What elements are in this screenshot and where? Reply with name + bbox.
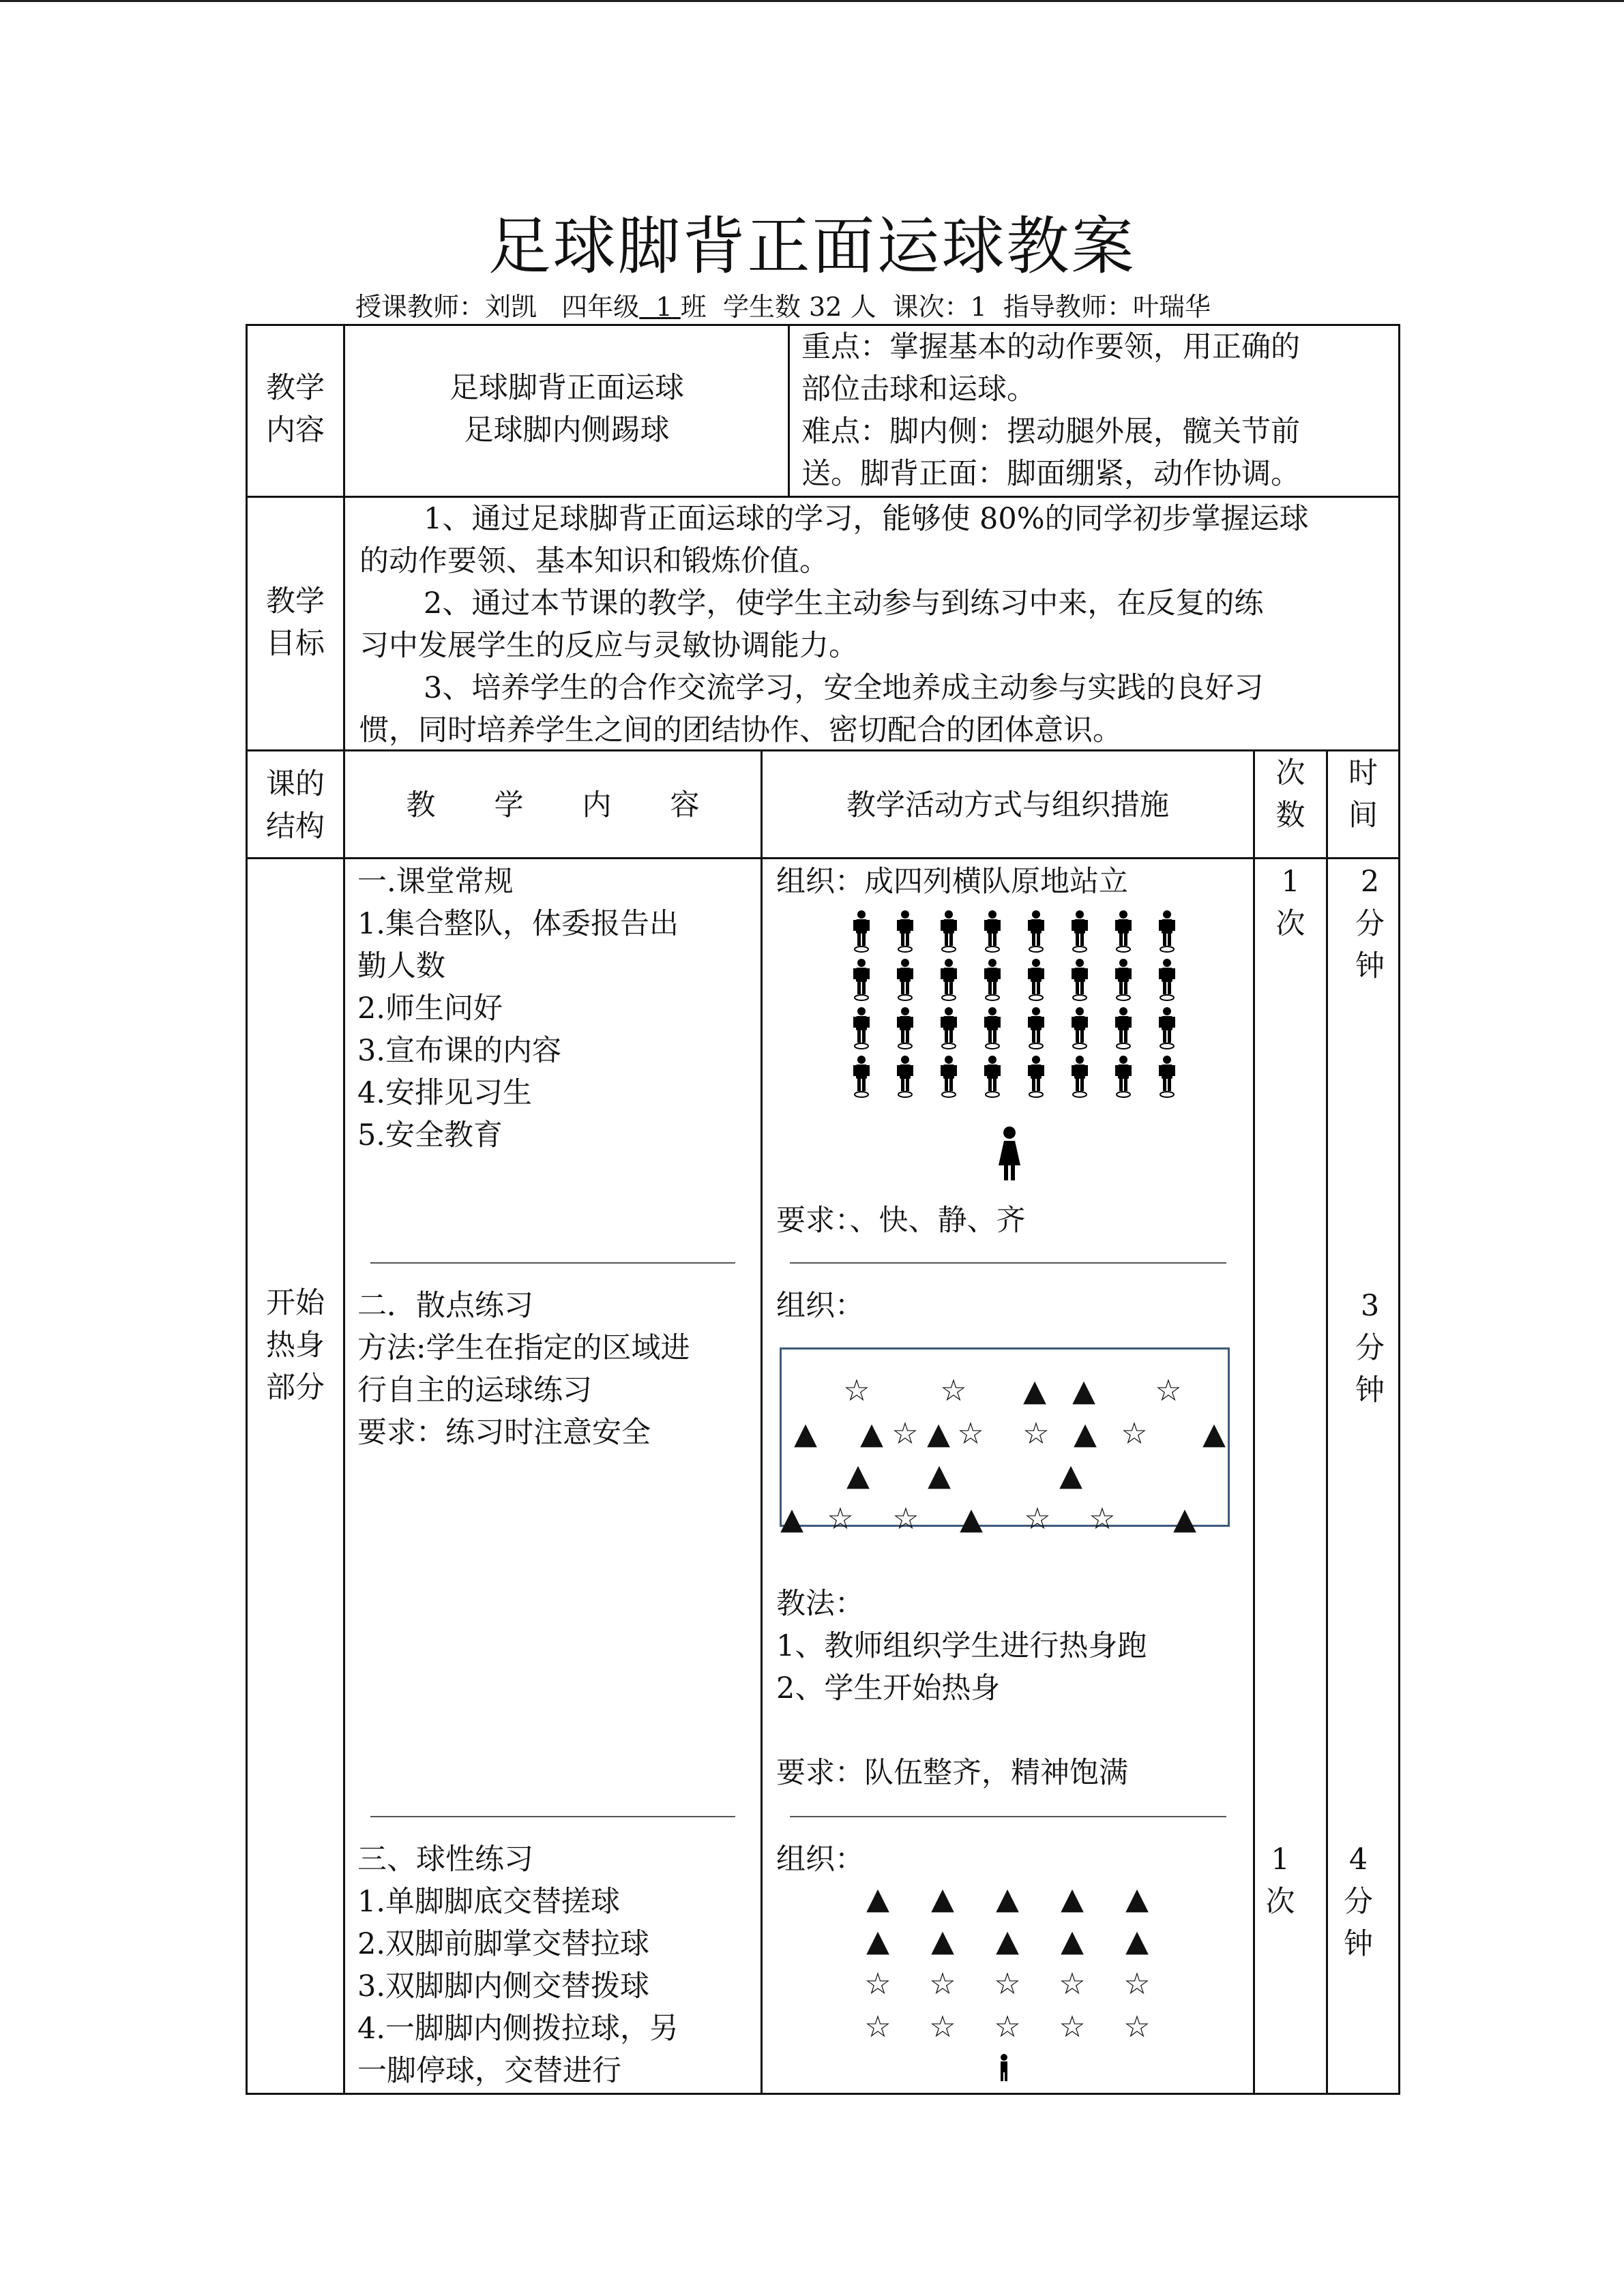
part3-content: 三、球性练习 1.单脚脚底交替搓球 2.双脚前脚掌交替拉球 3.双脚脚内侧交替拨球 4.一脚脚内侧拨拉球，另 一脚停球，交替进行 [357,1843,679,2088]
student-figure [1115,959,1132,1000]
triangle-mark: ▲ [846,1458,870,1493]
lesson-number: 课次：1 [892,292,987,322]
goals-label: 教学 目标 [266,584,325,661]
triangle-mark: ▲ [927,1416,950,1451]
star-mark: ☆ [994,1967,1021,2001]
star-mark: ☆ [1121,1416,1148,1451]
triangle-mark: ▲ [1173,1502,1196,1536]
part1-time: 2 分 钟 [1355,865,1385,983]
triangle-mark: ▲ [1125,1924,1149,1958]
student-formation [853,910,1175,1097]
student-figure [1159,910,1175,952]
teaching-goals: 1、通过足球脚背正面运球的学习，能够使 80%的同学初步掌握运球 的动作要领、基本知识和锻炼价值。 2、通过本节课的教学，使学生主动参与到练习中来，在反复的练 习中发展学生的反应与灵敏协调能力。 3、培养学生的合作交流学习，安全地养成主动参与实践的良好习 惯，同时培养学生之间的团结协作、密切配合的团体意识。 [359,502,1309,747]
student-figure [1115,1056,1132,1097]
part1-requirement: 要求：、快、静、齐 [776,1204,1026,1238]
triangle-mark: ▲ [928,1458,951,1493]
class-number: 1 [655,292,673,322]
student-figure [1159,959,1175,1000]
star-mark: ☆ [994,2010,1021,2044]
student-figure [1028,910,1044,952]
teacher-small-figure [996,2054,1012,2083]
time-header: 时 间 [1348,756,1378,833]
teacher-figure [999,1127,1020,1180]
triangle-mark: ▲ [860,1416,883,1451]
part2-requirement: 要求：队伍整齐，精神饱满 [776,1756,1128,1790]
star-mark: ☆ [957,1416,984,1451]
formation-diagram [839,910,1194,1183]
content-topics: 足球脚背正面运球 足球脚内侧踢球 [449,371,684,447]
star-mark: ☆ [891,1416,919,1451]
triangle-mark: ▲ [780,1502,803,1536]
part2-methods: 教法： 1、教师组织学生进行热身跑 2、学生开始热身 [776,1587,1147,1705]
student-figure [984,910,1001,952]
student-figure [1028,959,1044,1000]
grade: 四年级 [561,292,640,322]
student-figure [1028,1056,1044,1097]
student-figure [853,1007,870,1049]
part1-count: 1 次 [1275,865,1305,941]
triangle-mark: ▲ [960,1502,983,1536]
content-label: 教学 内容 [266,371,325,447]
triangle-mark: ▲ [1059,1458,1082,1493]
student-figure [1072,910,1088,952]
student-figure [1072,1007,1088,1049]
star-mark: ☆ [929,1967,956,2001]
part2-time: 3 分 钟 [1355,1289,1385,1407]
triangle-mark: ▲ [996,1881,1019,1916]
star-mark: ☆ [1059,2010,1086,2044]
count-header: 次 数 [1275,756,1305,833]
part2-organization: 组织： [776,1289,864,1323]
student-figure [941,1007,957,1049]
student-figure [853,959,870,1000]
star-mark: ☆ [1024,1502,1051,1536]
star-mark: ☆ [1089,1502,1116,1536]
student-figure [1159,1056,1175,1097]
key-points: 重点：掌握基本的动作要领，用正确的 部位击球和运球。 难点：脚内侧：摆动腿外展，髋关节前 送。脚背正面：脚面绷紧，动作协调。 [801,330,1300,491]
student-figure [941,1056,957,1097]
triangle-mark: ▲ [1074,1416,1097,1451]
star-mark: ☆ [864,1967,891,2001]
student-figure [941,959,957,1000]
star-mark: ☆ [843,1373,870,1408]
page-title: 足球脚背正面运球教案 [488,210,1136,283]
teacher-label: 授课教师： [355,292,486,322]
student-figure [1028,1007,1044,1049]
triangle-mark: ▲ [1061,1924,1084,1958]
student-count: 学生数 32 人 [722,292,876,322]
part1-content: 一.课堂常规 1.集合整队，体委报告出 勤人数 2.师生问好 3.宣布课的内容 4.安排见习生 5.安全教育 [357,865,679,1152]
student-figure [897,1007,913,1049]
student-figure [897,1056,913,1097]
student-figure [897,910,913,952]
star-mark: ☆ [929,2010,956,2044]
student-figure [853,910,870,952]
student-figure [897,959,913,1000]
divider [790,1816,1226,1817]
structure-header: 课的 结构 [266,767,325,844]
student-figure [984,1007,1001,1049]
triangle-mark: ▲ [866,1881,889,1916]
star-mark: ☆ [1123,2010,1151,2044]
star-mark: ☆ [1022,1416,1050,1451]
class-suffix: 班 [680,292,707,322]
part3-organization: 组织： [776,1843,864,1877]
student-figure [1159,1007,1175,1049]
triangle-mark: ▲ [996,1924,1019,1958]
triangle-mark: ▲ [1072,1373,1095,1408]
part3-time: 4 分 钟 [1344,1843,1373,1961]
divider [790,1262,1226,1264]
student-figure [1072,959,1088,1000]
divider [370,1816,735,1817]
star-mark: ☆ [940,1373,967,1408]
part2-content: 二．散点练习 方法:学生在指定的区域进 行自主的运球练习 要求：练习时注意安全 [357,1289,690,1450]
star-mark: ☆ [864,2010,891,2044]
star-mark: ☆ [1155,1373,1182,1408]
triangle-mark: ▲ [1023,1373,1046,1408]
triangle-mark: ▲ [866,1924,889,1958]
triangle-mark: ▲ [931,1881,954,1916]
triangle-mark: ▲ [1125,1881,1149,1916]
section-label: 开始 热身 部分 [266,1286,325,1405]
star-mark: ☆ [1123,1967,1151,2001]
content-header: 教 学 内 容 [406,788,700,822]
page-top-border [0,0,1624,2]
triangle-mark: ▲ [1061,1881,1084,1916]
star-mark: ☆ [1059,1967,1086,2001]
methods-header: 教学活动方式与组织措施 [846,788,1169,822]
part3-count: 1 次 [1265,1843,1295,1919]
advisor: 指导教师：叶瑞华 [1003,292,1211,322]
teacher-name: 刘凯 [485,292,537,322]
part1-organization: 组织：成四列横队原地站立 [776,865,1128,899]
lesson-info [355,286,1211,323]
divider [370,1262,735,1264]
triangle-mark: ▲ [794,1416,817,1451]
student-figure [1115,1007,1132,1049]
student-figure [984,959,1001,1000]
triangle-mark: ▲ [1202,1416,1226,1451]
triangle-mark: ▲ [931,1924,954,1958]
student-figure [941,910,957,952]
student-figure [1072,1056,1088,1097]
star-mark: ☆ [892,1502,919,1536]
student-figure [1115,910,1132,952]
star-mark: ☆ [827,1502,854,1536]
student-figure [984,1056,1001,1097]
student-figure [853,1056,870,1097]
